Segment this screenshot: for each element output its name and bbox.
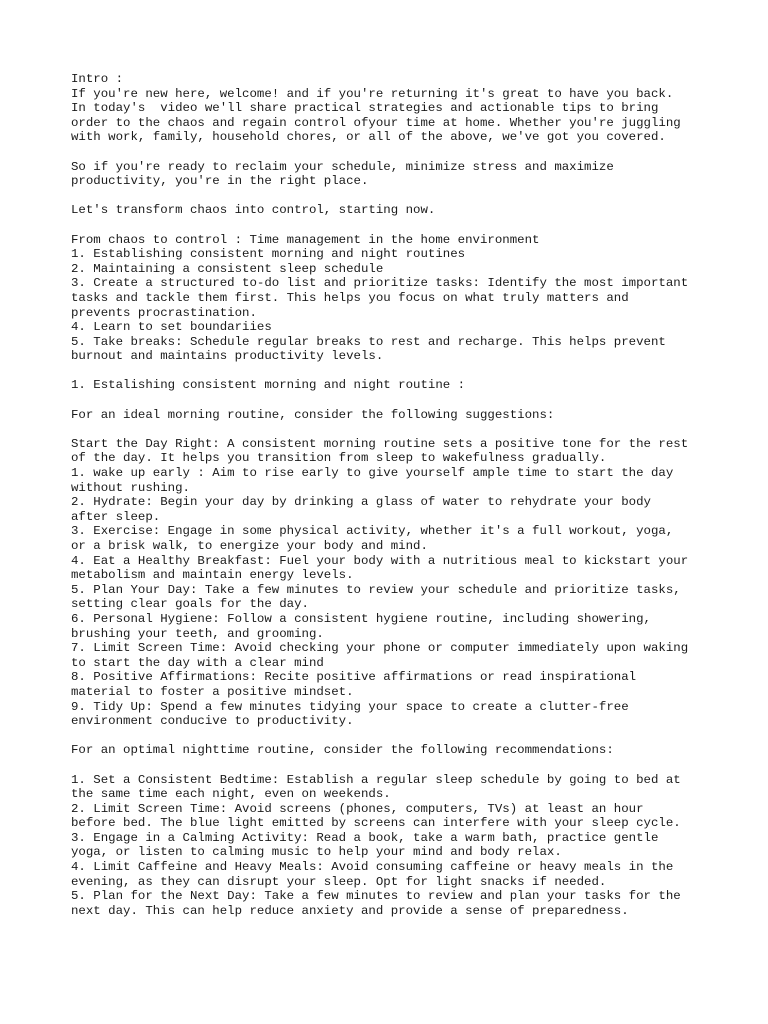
text-line: 3. Exercise: Engage in some physical activity, whether it's a full workout, yoga,: [71, 524, 674, 539]
text-line: So if you're ready to reclaim your schedule, minimize stress and maximize: [71, 159, 614, 174]
text-line: order to the chaos and regain control ofyour time at home. Whether you're juggling: [71, 115, 681, 130]
text-line: For an optimal nighttime routine, consider the following recommendations:: [71, 743, 614, 758]
document-paragraph: [71, 233, 711, 364]
text-line: 7. Limit Screen Time: Avoid checking your phone or computer immediately upon waking: [71, 641, 689, 656]
text-line: Let's transform chaos into control, starting now.: [71, 203, 436, 218]
text-line: next day. This can help reduce anxiety and provide a sense of preparedness.: [71, 903, 629, 918]
text-line: 8. Positive Affirmations: Recite positive affirmations or read inspirational: [71, 670, 637, 685]
text-line: burnout and maintains productivity levels.: [71, 349, 384, 364]
text-line: the same time each night, even on weekends.: [71, 787, 391, 802]
text-line: For an ideal morning routine, consider the following suggestions:: [71, 407, 555, 422]
text-line: before bed. The blue light emitted by screens can interfere with your sleep cycle.: [71, 816, 681, 831]
document-paragraph: [71, 378, 711, 393]
text-line: 5. Take breaks: Schedule regular breaks to rest and recharge. This helps prevent: [71, 334, 666, 349]
text-line: 6. Personal Hygiene: Follow a consistent hygiene routine, including showering,: [71, 611, 651, 626]
text-line: Start the Day Right: A consistent morning routine sets a positive tone for the rest: [71, 436, 689, 451]
text-line: brushing your teeth, and grooming.: [71, 626, 324, 641]
text-line: In today's video we'll share practical strategies and actionable tips to bring: [71, 101, 659, 116]
text-line: 4. Learn to set boundariies: [71, 320, 272, 335]
text-line: 2. Hydrate: Begin your day by drinking a glass of water to rehydrate your body: [71, 495, 651, 510]
text-line: 1. Establishing consistent morning and night routines: [71, 247, 466, 262]
document-paragraph: [71, 160, 711, 189]
document-page: [71, 72, 711, 918]
text-line: 2. Limit Screen Time: Avoid screens (phones, computers, TVs) at least an hour: [71, 801, 644, 816]
text-line: setting clear goals for the day.: [71, 597, 309, 612]
text-line: or a brisk walk, to energize your body and mind.: [71, 539, 428, 553]
text-line: to start the day with a clear mind: [71, 655, 324, 670]
text-line: tasks and tackle them first. This helps you focus on what truly matters and: [71, 290, 629, 305]
document-paragraph: [71, 408, 711, 423]
text-line: Intro :: [71, 72, 124, 86]
text-line: prevents procrastination.: [71, 305, 257, 320]
text-line: 3. Engage in a Calming Activity: Read a book, take a warm bath, practice gentle: [71, 830, 659, 845]
text-line: If you're new here, welcome! and if you're returning it's great to have you back.: [71, 86, 674, 101]
text-line: 3. Create a structured to-do list and prioritize tasks: Identify the most important: [71, 276, 689, 291]
text-line: 5. Plan Your Day: Take a few minutes to review your schedule and prioritize tasks,: [71, 582, 681, 597]
document-paragraph: [71, 773, 711, 919]
document-paragraph: [71, 437, 711, 729]
text-line: 1. Estalishing consistent morning and night routine :: [71, 378, 466, 393]
document-paragraph: [71, 743, 711, 758]
text-line: 1. Set a Consistent Bedtime: Establish a regular sleep schedule by going to bed at: [71, 772, 681, 787]
text-line: evening, as they can disrupt your sleep. Opt for light snacks if needed.: [71, 874, 607, 889]
text-line: metabolism and maintain energy levels.: [71, 568, 354, 583]
text-line: without rushing.: [71, 480, 190, 495]
text-line: material to foster a positive mindset.: [71, 684, 354, 699]
text-line: productivity, you're in the right place.: [71, 174, 369, 189]
text-line: 4. Limit Caffeine and Heavy Meals: Avoid consuming caffeine or heavy meals in the: [71, 860, 674, 875]
document-paragraph: [71, 72, 711, 145]
text-line: 1. wake up early : Aim to rise early to give yourself ample time to start the day: [71, 466, 674, 481]
text-line: 2. Maintaining a consistent sleep schedule: [71, 261, 384, 276]
text-line: of the day. It helps you transition from sleep to wakefulness gradually.: [71, 451, 607, 466]
text-line: environment conducive to productivity.: [71, 714, 354, 729]
text-line: after sleep.: [71, 509, 161, 524]
text-line: 4. Eat a Healthy Breakfast: Fuel your body with a nutritious meal to kickstart your: [71, 553, 689, 568]
text-line: with work, family, household chores, or all of the above, we've got you covered.: [71, 130, 666, 145]
text-line: 9. Tidy Up: Spend a few minutes tidying your space to create a clutter-free: [71, 699, 629, 714]
text-line: yoga, or listen to calming music to help your mind and body relax.: [71, 845, 562, 860]
document-paragraph: [71, 203, 711, 218]
text-line: 5. Plan for the Next Day: Take a few minutes to review and plan your tasks for the: [71, 889, 681, 904]
text-line: From chaos to control : Time management in the home environment: [71, 232, 540, 247]
